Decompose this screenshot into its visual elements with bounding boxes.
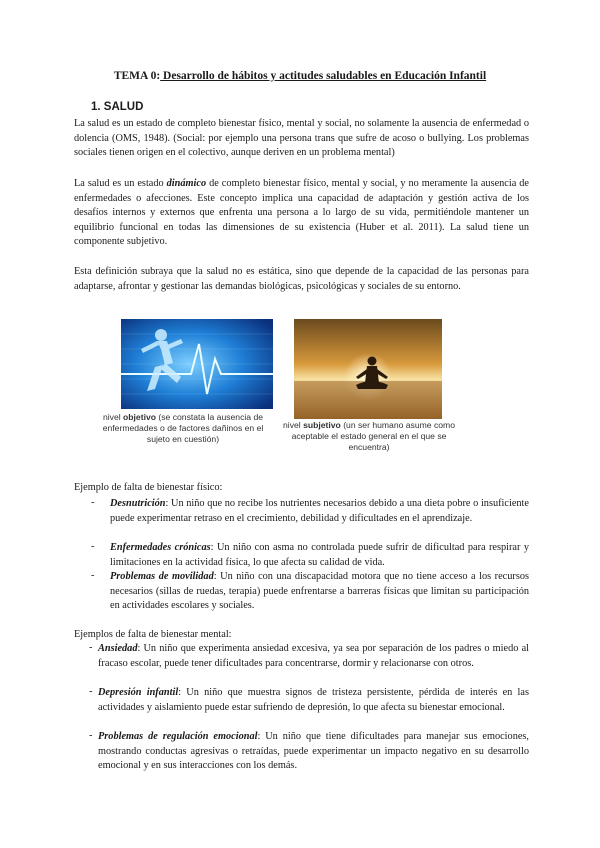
list-item-enfermedades-cronicas: Enfermedades crónicas: Un niño con asma no controlada puede sufrir de dificultad para respirar y limitaciones en la actividad física, lo que afecta su calidad de vida. (110, 542, 529, 568)
paragraph-definition-huber: La salud es un estado dinámico de completo bienestar físico, mental y social, y no meramente la ausencia de enfermedades o afecciones. Este concepto implica una capacidad de adaptación y gestión activa de los desafíos internos y externos que enfrenta una persona a lo largo de su vida, permitiéndole mantener un equilibrio funcional en todas las dimensiones de su existencia (Huber et al. 2011). La salud tiene un componente subjetivo. (74, 178, 529, 248)
caption-objective-level: nivel objetivo (se constata la ausencia de enfermedades o de factores dañinos en el sujeto en cuestión) (102, 412, 264, 444)
title-main: Desarrollo de hábitos y actitudes saludables en Educación Infantil (160, 70, 487, 82)
list-item-desnutricion: Desnutrición: Un niño que no recibe los nutrientes necesarios debido a una dieta pobre o insuficiente puede experimentar retraso en el crecimiento, debilidad y dificultades en el aprendizaje. (110, 498, 529, 524)
list-dash: - (89, 642, 93, 653)
list-item-regulacion-emocional: Problemas de regulación emocional: Un niño que tiene dificultades para manejar sus emociones, mostrando conductas agresivas o retraídas, puede experimentar un impacto negativo en su desarrollo emocional y en sus interacciones con los demás. (98, 731, 529, 772)
list-item-ansiedad: Ansiedad: Un niño que experimenta ansiedad excesiva, ya sea por separación de los padres o miedo al fracaso escolar, puede tener dificultades para concentrarse, dormir y relacionarse con otros. (98, 643, 529, 669)
caption-subjective-level: nivel subjetivo (un ser humano asume como aceptable el estado general en el que se encuentra) (283, 420, 455, 452)
runner-heartbeat-image (121, 319, 273, 409)
physical-examples-intro: Ejemplo de falta de bienestar físico: (74, 482, 223, 493)
document-title (0, 70, 600, 82)
bold-dinamico: dinámico (166, 178, 207, 189)
list-dash: - (91, 541, 95, 552)
paragraph-adaptation: Esta definición subraya que la salud no es estática, sino que depende de la capacidad de las personas para adaptarse, afrontar y gestionar las demandas biológicas, psicológicas y sociales de su entorno. (74, 266, 529, 292)
title-prefix: TEMA 0: (113, 70, 161, 82)
meditation-sunset-image (294, 319, 442, 419)
list-dash: - (91, 497, 95, 508)
list-item-movilidad: Problemas de movilidad: Un niño con una discapacidad motora que no tiene acceso a los recursos necesarios (sillas de ruedas, terapia) puede enfrentarse a barreras físicas que limitan su participación en actividades escolares y sociales. (110, 571, 529, 612)
section-heading: 1. SALUD (91, 101, 144, 113)
list-item-depresion: Depresión infantil: Un niño que muestra signos de tristeza persistente, pérdida de interés en las actividades y aislamiento puede estar sufriendo de depresión, lo que afecta su bienestar emocional. (98, 687, 529, 713)
list-dash: - (89, 730, 93, 741)
list-dash: - (89, 686, 93, 697)
mental-examples-intro: Ejemplos de falta de bienestar mental: (74, 629, 232, 640)
list-dash: - (91, 570, 95, 581)
paragraph-definition-oms: La salud es un estado de completo bienestar físico, mental y social, no solamente la ausencia de enfermedad o dolencia (OMS, 1948). (Social: por ejemplo una persona trans que sufre de acoso o bullying. Los problemas sociales tienen origen en el colectivo, aunque deriven en un problema mental) (74, 118, 529, 159)
